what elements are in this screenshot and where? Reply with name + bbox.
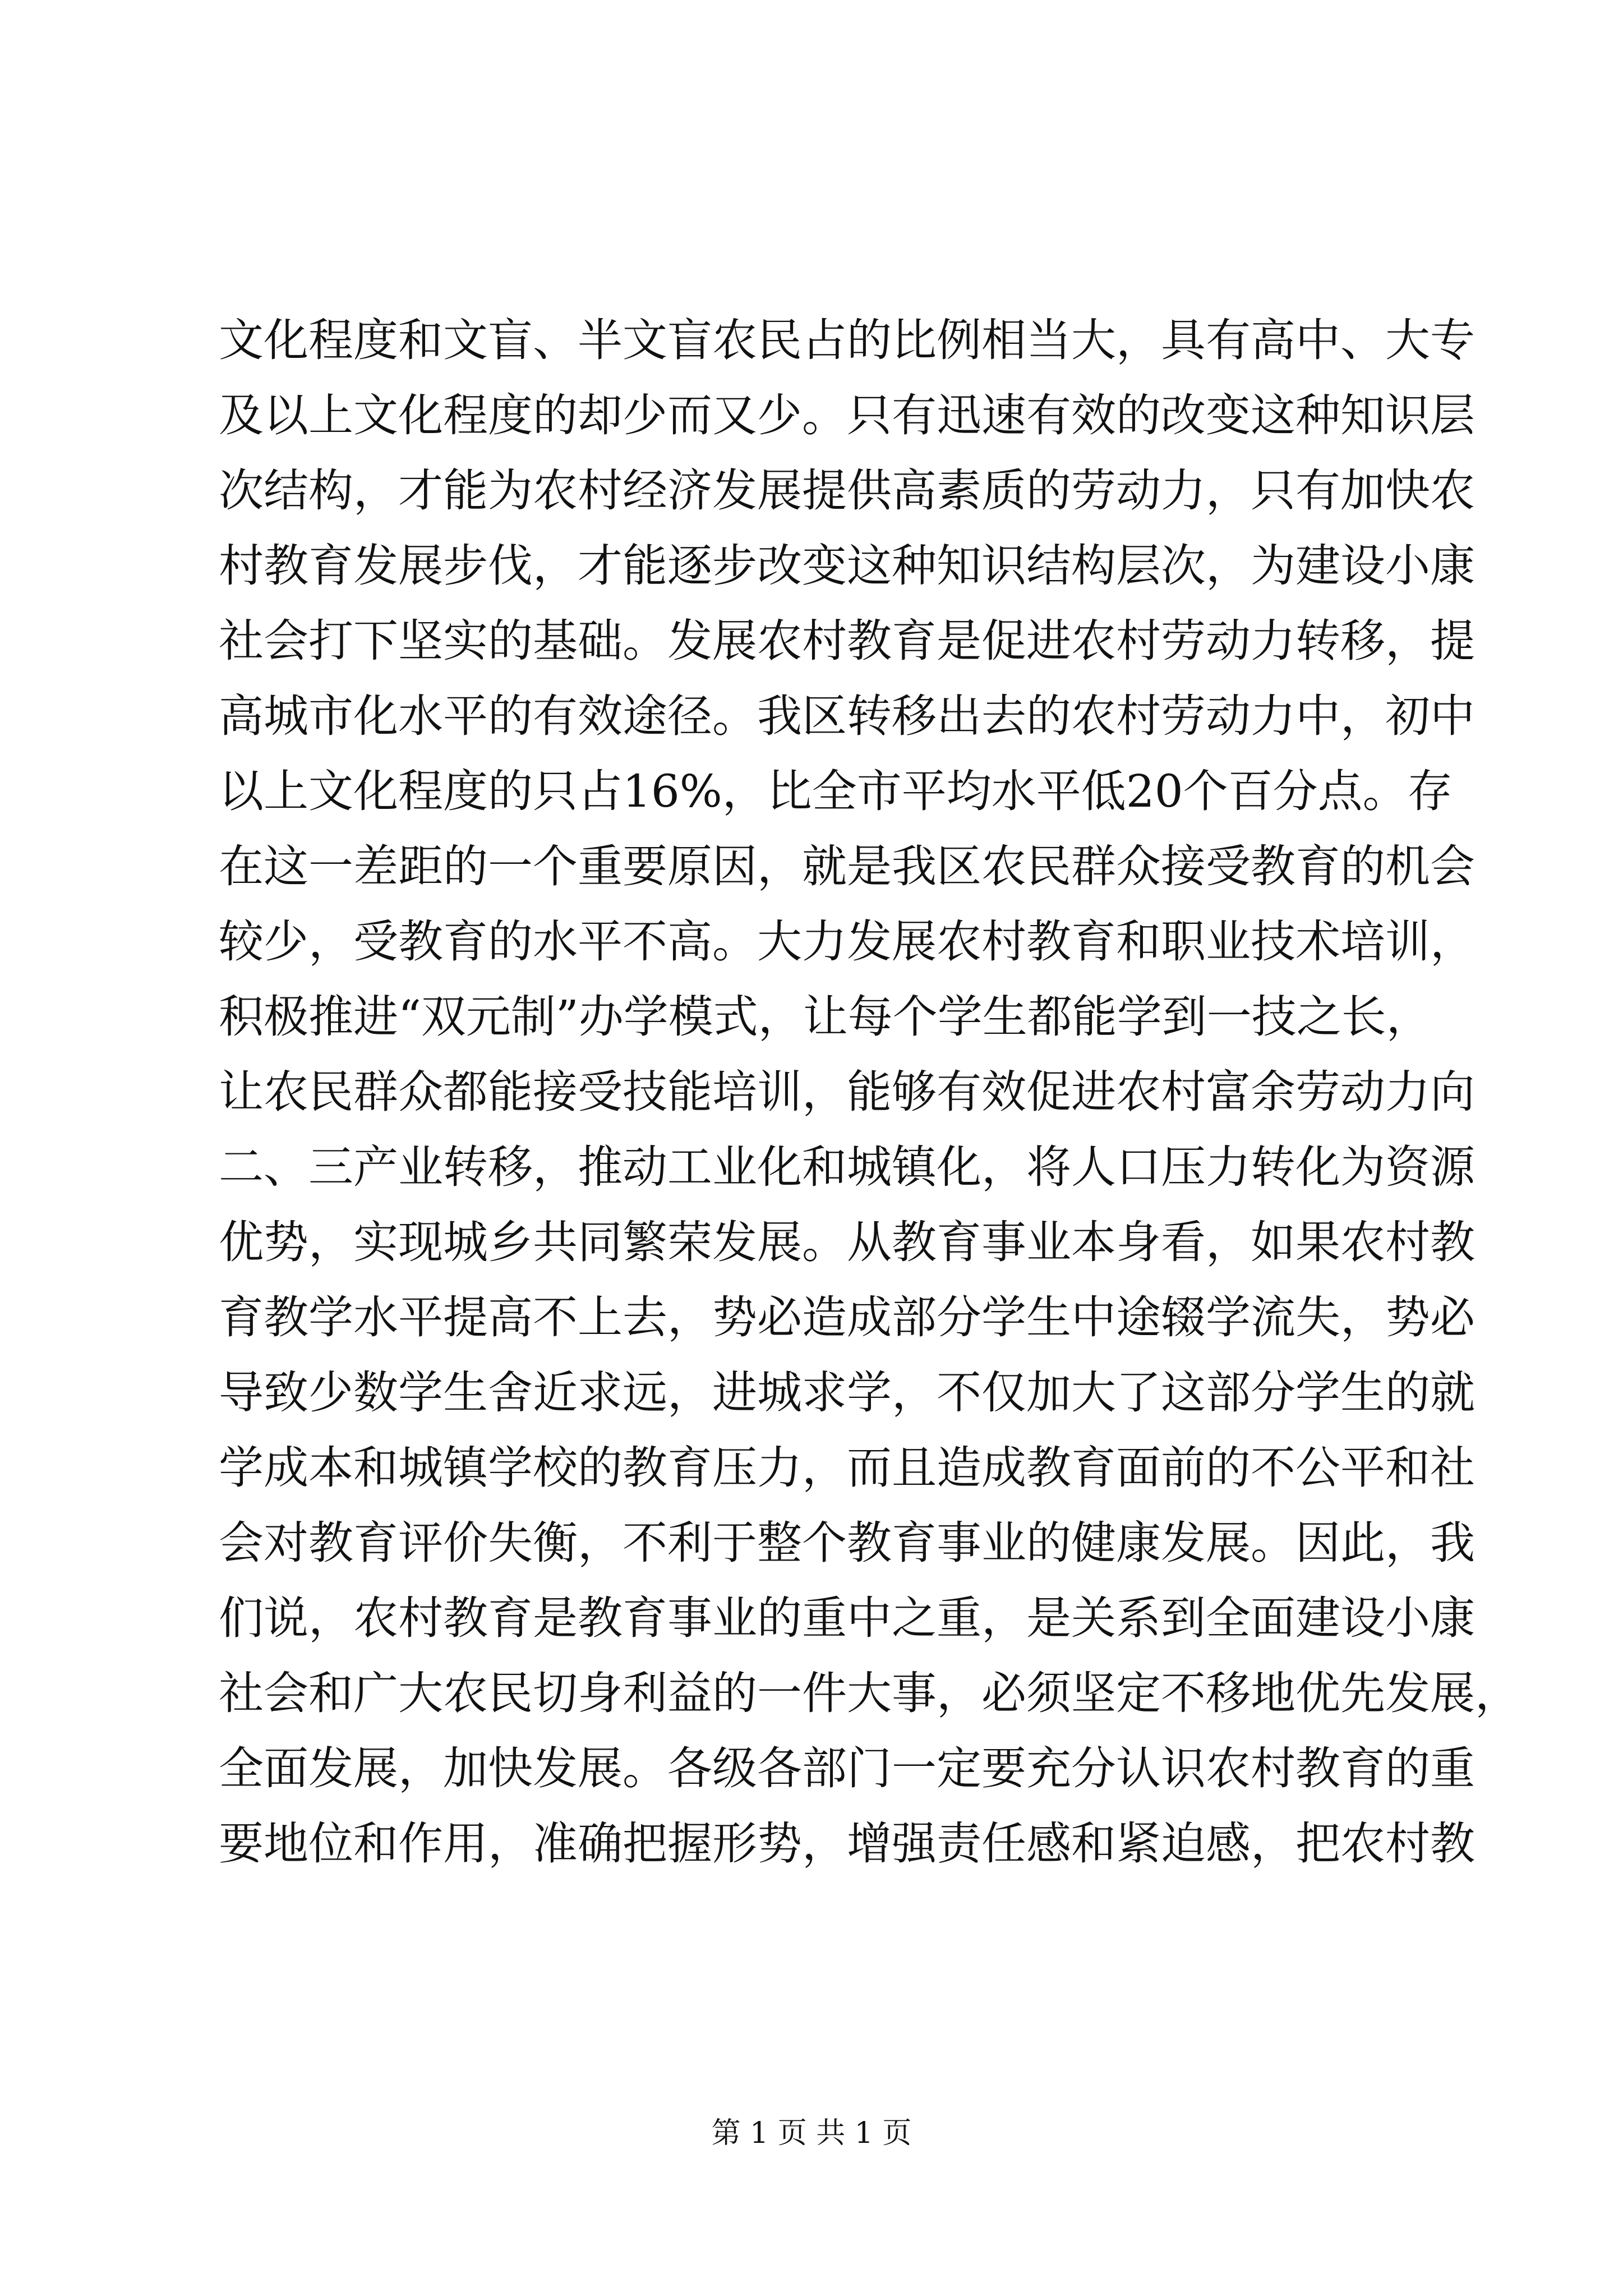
text-line: 在这一差距的一个重要原因，就是我区农民群众接受教育的机会 — [219, 840, 1475, 892]
text-line: 要地位和作用，准确把握形势，增强责任感和紧迫感，把农村教 — [219, 1818, 1475, 1870]
text-line: 们说，农村教育是教育事业的重中之重，是关系到全面建设小康 — [219, 1592, 1475, 1644]
text-line: 次结构，才能为农村经济发展提供高素质的劳动力，只有加快农 — [219, 464, 1475, 517]
text-line: 全面发展，加快发展。各级各部门一定要充分认识农村教育的重 — [219, 1742, 1475, 1795]
text-line: 育教学水平提高不上去，势必造成部分学生中途辍学流失，势必 — [219, 1291, 1475, 1343]
text-line: 村教育发展步伐，才能逐步改变这种知识结构层次，为建设小康 — [219, 540, 1475, 592]
text-line: 导致少数学生舍近求远，进城求学，不仅加大了这部分学生的就 — [219, 1366, 1475, 1419]
text-line: 以上文化程度的只占16%，比全市平均水平低20个百分点。存 — [219, 765, 1453, 817]
text-line: 社会和广大农民切身利益的一件大事，必须坚定不移地优先发展， — [219, 1667, 1520, 1719]
text-line: 较少，受教育的水平不高。大力发展农村教育和职业技术培训， — [219, 915, 1475, 968]
text-line: 让农民群众都能接受技能培训，能够有效促进农村富余劳动力向 — [219, 1066, 1475, 1118]
text-line: 会对教育评价失衡，不利于整个教育事业的健康发展。因此，我 — [219, 1517, 1475, 1569]
text-line: 社会打下坚实的基础。发展农村教育是促进农村劳动力转移，提 — [219, 615, 1475, 667]
text-line: 高城市化水平的有效途径。我区转移出去的农村劳动力中，初中 — [219, 690, 1475, 742]
text-line: 学成本和城镇学校的教育压力，而且造成教育面前的不公平和社 — [219, 1442, 1475, 1494]
text-line: 优势，实现城乡共同繁荣发展。从教育事业本身看，如果农村教 — [219, 1216, 1475, 1268]
text-line: 积极推进“双元制”办学模式，让每个学生都能学到一技之长， — [219, 991, 1431, 1043]
page-number-footer: 第 1 页 共 1 页 — [711, 2116, 912, 2150]
text-line: 二、三产业转移，推动工业化和城镇化，将人口压力转化为资源 — [219, 1141, 1475, 1193]
text-line: 文化程度和文盲、半文盲农民占的比例相当大，具有高中、大专 — [219, 314, 1475, 366]
text-line: 及以上文化程度的却少而又少。只有迅速有效的改变这种知识层 — [219, 389, 1475, 441]
body-text — [219, 303, 1520, 1881]
